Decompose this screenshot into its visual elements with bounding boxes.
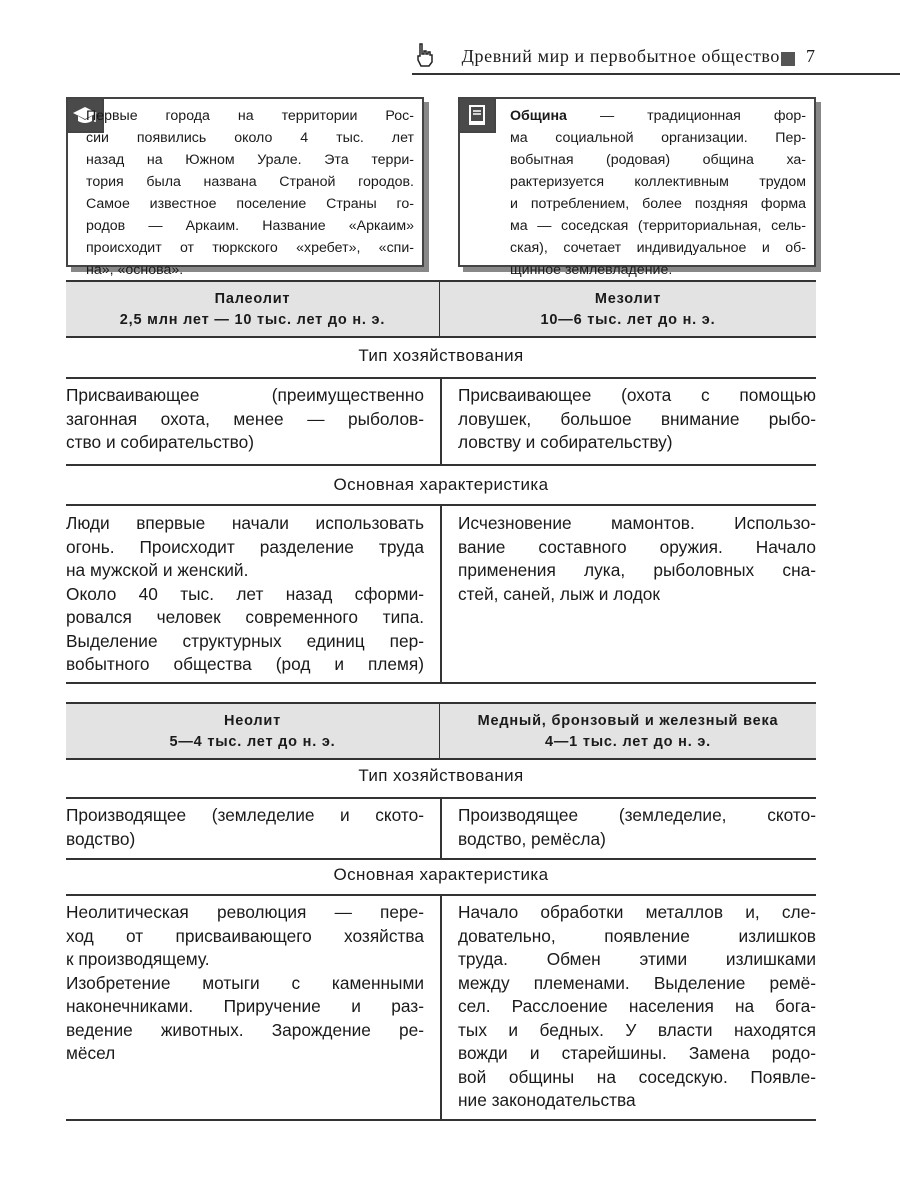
row-divider: [66, 464, 816, 466]
text-line: Присваивающее (преимущественно: [66, 385, 424, 405]
page-number: 7: [806, 46, 815, 66]
text-line: сел. Расслоение населения на бога-: [458, 996, 816, 1016]
text-line: стей, саней, лыж и лодок: [458, 583, 660, 604]
info-box-text: [86, 105, 414, 281]
section-label-features: Основная характеристика: [333, 865, 549, 884]
text-line: применения лука, рыболовных сна-: [458, 560, 816, 580]
info-box-obshchina: [458, 97, 816, 278]
text-line: происходит от тюркского «хребет», «спи-: [86, 240, 414, 256]
text-line: рактеризуется коллективным трудом: [510, 174, 806, 190]
text-line: на», «основа».: [86, 262, 184, 278]
economy-neolith: [66, 804, 424, 851]
text-line: ма — соседская (территориальная, сель-: [510, 218, 806, 234]
text-line: водство, ремёсла): [458, 828, 606, 849]
era-table-paleolith-mesolith: [66, 280, 816, 684]
header-metal-ages: [440, 702, 816, 760]
text-line: Около 40 тыс. лет назад сформи-: [66, 583, 424, 604]
text-line: довательно, появление излишков: [458, 925, 816, 946]
row-divider: [66, 1119, 816, 1121]
features-metal-ages: [458, 901, 816, 1113]
text-line: к производящему.: [66, 949, 210, 969]
text-line: и потреблением, более поздняя форма: [510, 196, 806, 212]
book-icon: [460, 99, 496, 133]
text-line: вобытная (родовая) община ха-: [510, 152, 806, 168]
era-dates: 2,5 млн лет — 10 тыс. лет до н. э.: [119, 312, 386, 328]
economy-metal-ages: [458, 804, 816, 851]
text-line: сии появились около 4 тыс. лет: [86, 130, 414, 146]
text-line: тых и бедных. У власти находятся: [458, 1019, 816, 1040]
era-dates: 10—6 тыс. лет до н. э.: [540, 312, 716, 328]
era-table-neolith-metal-ages: [66, 702, 816, 1120]
text-line: Неолитическая революция — пере-: [66, 902, 424, 922]
features-paleolith: [66, 512, 424, 677]
text-line: тория была названа Страной городов.: [86, 174, 414, 190]
page-header: [0, 0, 900, 76]
header-mesolith: [440, 280, 816, 338]
text-line: наконечниками. Приручение и раз-: [66, 996, 424, 1016]
text-line: загонная охота, менее — рыболов-: [66, 408, 424, 429]
text-line: вой общины на соседскую. Появле-: [458, 1066, 816, 1087]
text-fragment: — традиционная фор-: [566, 108, 806, 124]
text-line: Выделение структурных единиц пер-: [66, 630, 424, 651]
text-line: Исчезновение мамонтов. Использо-: [458, 513, 816, 533]
text-line: огонь. Происходит разделение труда: [66, 536, 424, 557]
section-label-economy: Тип хозяйствования: [358, 346, 524, 365]
text-line: между племенами. Выделение ремё-: [458, 972, 816, 993]
text-line: Начало обработки металлов и, сле-: [458, 902, 816, 922]
text-line: Люди впервые начали использовать: [66, 513, 424, 533]
header-neolith: [66, 702, 440, 760]
text-line: родов — Аркаим. Название «Аркаим»: [86, 218, 414, 234]
text-line: ма социальной организации. Пер-: [510, 130, 806, 146]
column-divider: [440, 798, 442, 858]
row-divider: [66, 858, 816, 860]
text-line: Производящее (земледелие, ското-: [458, 805, 816, 825]
text-line: вожди и старейшины. Замена родо-: [458, 1043, 816, 1063]
text-line: Производящее (земледелие и ското-: [66, 805, 424, 825]
economy-mesolith: [458, 384, 816, 455]
text-line: труда. Обмен этими излишками: [458, 949, 816, 969]
header-rule: [412, 73, 900, 75]
text-line: ровался человек современного типа.: [66, 607, 424, 627]
info-box-arkaim: [66, 97, 424, 278]
text-line: вание составного оружия. Начало: [458, 536, 816, 557]
text-line: Первые города на территории Рос-: [86, 108, 414, 124]
economy-paleolith: [66, 384, 424, 455]
text-line: мёсел: [66, 1043, 116, 1063]
header-paleolith: [66, 280, 440, 338]
era-dates: 4—1 тыс. лет до н. э.: [544, 734, 712, 750]
text-line: ство и собирательство): [66, 432, 255, 452]
text-line: ведение животных. Зарождение ре-: [66, 1019, 424, 1040]
column-divider: [440, 378, 442, 464]
text-line: ловству и собирательству): [458, 432, 673, 452]
features-neolith: [66, 901, 424, 1066]
column-divider: [440, 505, 442, 683]
features-mesolith: [458, 512, 816, 606]
text-line: водство): [66, 828, 136, 849]
header-square-ornament: [781, 52, 795, 66]
text-line: назад на Южном Урале. Эта терри-: [86, 152, 414, 168]
text-line: Изобретение мотыги с каменными: [66, 972, 424, 993]
section-label-features: Основная характеристика: [333, 475, 549, 494]
era-name: Неолит: [223, 713, 282, 729]
column-divider: [440, 895, 442, 1119]
section-label-economy: Тип хозяйствования: [358, 766, 524, 785]
info-box-text: [510, 105, 806, 281]
text-line: вобытного общества (род и племя): [66, 654, 424, 674]
term-obshchina: Община: [510, 108, 567, 124]
text-line: ловушек, большое внимание рыбо-: [458, 408, 816, 429]
text-line: Самое известное поселение Страны го-: [86, 196, 414, 212]
text-line: [510, 105, 806, 127]
text-line: ход от присваивающего хозяйства: [66, 925, 424, 946]
text-line: Присваивающее (охота с помощью: [458, 385, 816, 405]
hand-pointer-icon: [414, 42, 436, 68]
era-name: Мезолит: [594, 291, 662, 307]
era-dates: 5—4 тыс. лет до н. э.: [169, 734, 336, 750]
text-line: на мужской и женский.: [66, 560, 249, 580]
text-line: ние законодательства: [458, 1090, 636, 1110]
running-title: Древний мир и первобытное общество: [461, 46, 780, 66]
era-name: Палеолит: [214, 291, 291, 307]
row-divider: [66, 682, 816, 684]
text-line: щинное землевладение.: [510, 262, 673, 278]
era-name: Медный, бронзовый и железный века: [477, 713, 779, 729]
text-line: ская), сочетает индивидуальное и об-: [510, 240, 806, 256]
